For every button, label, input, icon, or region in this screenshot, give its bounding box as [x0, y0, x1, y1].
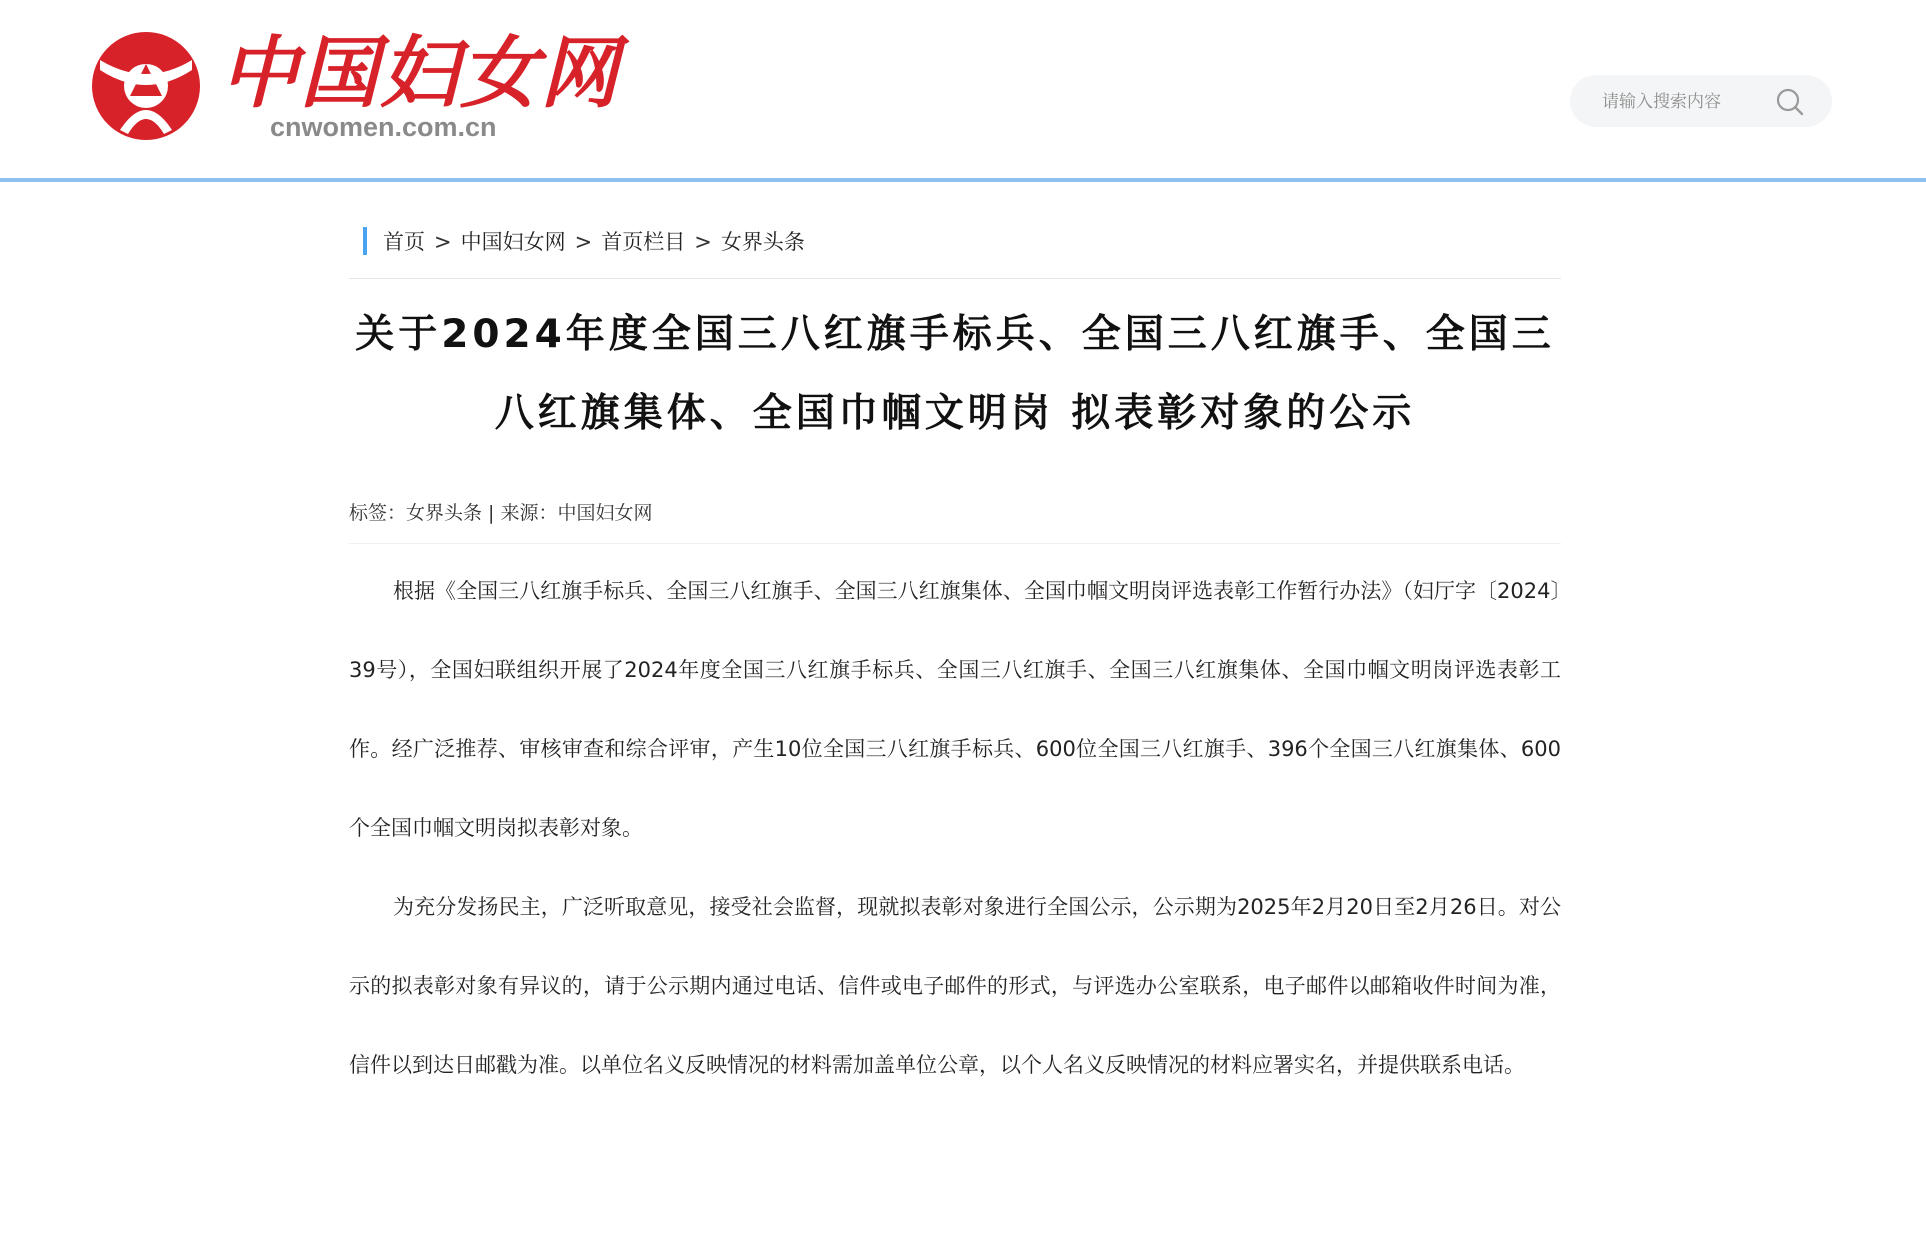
article-title-line1: 关于2024年度全国三八红旗手标兵、全国三八红旗手、全国三 — [355, 312, 1555, 357]
site-header — [0, 0, 1926, 182]
breadcrumb-home[interactable]: 首页 — [383, 230, 425, 254]
breadcrumb — [349, 224, 1561, 260]
breadcrumb-separator: > — [434, 230, 452, 254]
logo-emblem-icon — [90, 30, 202, 142]
article-paragraph: 根据《全国三八红旗手标兵、全国三八红旗手、全国三八红旗集体、全国巾帼文明岗评选表彰工作暂行办法》（妇厅字〔2024〕39号），全国妇联组织开展了2024年度全国三八红旗手标兵、全国三八红旗手、全国三八红旗集体、全国巾帼文明岗评选表彰工作。经广泛推荐、审核审查和综合评审，产生10位全国三八红旗手标兵、600位全国三八红旗手、396个全国三八红旗集体、600个全国巾帼文明岗拟表彰对象。 — [349, 579, 1561, 840]
article-body — [349, 552, 1561, 1105]
divider — [349, 543, 1561, 544]
breadcrumb-homepage-column[interactable]: 首页栏目 — [601, 230, 686, 254]
breadcrumb-cnwomen[interactable]: 中国妇女网 — [460, 230, 566, 254]
site-logo[interactable] — [90, 26, 621, 146]
logo-domain: cnwomen.com.cn — [270, 112, 497, 142]
article-paragraph: 为充分发扬民主，广泛听取意见，接受社会监督，现就拟表彰对象进行全国公示，公示期为2025年2月20日至2月26日。对公示的拟表彰对象有异议的，请于公示期内通过电话、信件或电子邮件的形式，与评选办公室联系，电子邮件以邮箱收件时间为准，信件以到达日邮戳为准。以单位名义反映情况的材料需加盖单位公章，以个人名义反映情况的材料应署实名，并提供联系电话。 — [349, 895, 1561, 1077]
search-input[interactable] — [1600, 85, 1774, 119]
article-title-line2: 八红旗集体、全国巾帼文明岗 拟表彰对象的公示 — [494, 391, 1416, 436]
breadcrumb-separator: > — [574, 230, 593, 254]
search-box — [1570, 75, 1832, 127]
breadcrumb-separator: > — [694, 230, 712, 254]
breadcrumb-headlines[interactable]: 女界头条 — [720, 230, 805, 254]
divider — [349, 278, 1561, 279]
article-meta: 标签：女界头条 | 来源：中国妇女网 — [349, 502, 653, 524]
article-title — [349, 295, 1561, 453]
main-content — [349, 182, 1561, 1105]
logo-text: 中国妇女网 — [220, 28, 621, 119]
search-icon[interactable] — [1774, 86, 1806, 118]
